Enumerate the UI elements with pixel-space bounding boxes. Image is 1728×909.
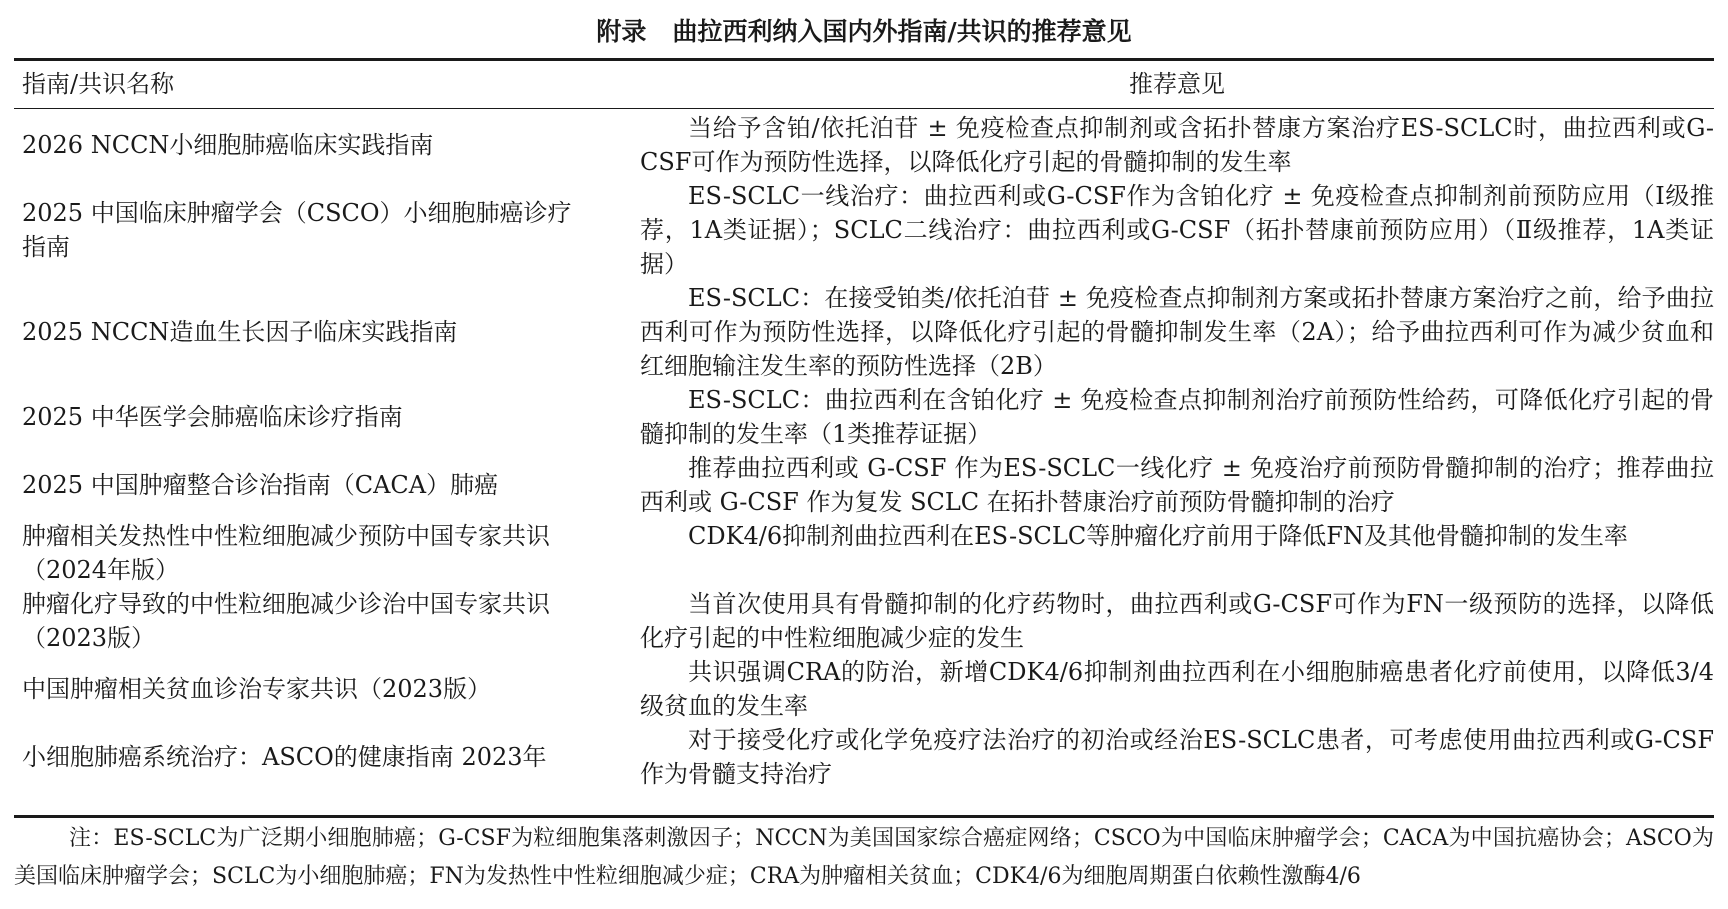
table-row [14, 179, 1714, 281]
guideline-cell: 2025 中国肿瘤整合诊治指南（CACA）肺癌 [22, 471, 499, 499]
table-row [14, 111, 1714, 179]
table-row [14, 655, 1714, 723]
recommendation-cell: ES-SCLC：在接受铂类/依托泊苷 ± 免疫检查点抑制剂方案或拓扑替康方案治疗之前，给予曲拉西利可作为预防性选择，以降低化疗引起的骨髓抑制发生率（2A）；给予曲拉西利可作为减少贫血和红细胞输注发生率的预防性选择（2B） [640, 284, 1714, 380]
table-row [14, 587, 1714, 655]
table-header-rule [14, 108, 1714, 109]
table-row [14, 451, 1714, 519]
table-footnote: 注：ES-SCLC为广泛期小细胞肺癌；G-CSF为粒细胞集落刺激因子；NCCN为美国国家综合癌症网络；CSCO为中国临床肿瘤学会；CACA为中国抗癌协会；ASCO为美国临床肿瘤学会；SCLC为小细胞肺癌；FN为发热性中性粒细胞减少症；CRA为肿瘤相关贫血；CDK4/6为细胞周期蛋白依赖性激酶4/6 [14, 826, 1714, 889]
recommendation-cell: 对于接受化疗或化学免疫疗法治疗的初治或经治ES-SCLC患者，可考虑使用曲拉西利或G-CSF作为骨髓支持治疗 [640, 726, 1714, 788]
guideline-cell: 中国肿瘤相关贫血诊治专家共识（2023版） [22, 675, 492, 703]
table-body [14, 111, 1714, 791]
header-guideline: 指南/共识名称 [22, 70, 175, 98]
recommendation-cell: CDK4/6抑制剂曲拉西利在ES-SCLC等肿瘤化疗前用于降低FN及其他骨髓抑制的发生率 [688, 522, 1628, 550]
recommendation-cell: ES-SCLC：曲拉西利在含铂化疗 ± 免疫检查点抑制剂治疗前预防性给药，可降低化疗引起的骨髓抑制的发生率（1类推荐证据） [640, 386, 1714, 448]
table-header [14, 64, 1714, 104]
recommendation-cell: 当首次使用具有骨髓抑制的化疗药物时，曲拉西利或G-CSF可作为FN一级预防的选择，以降低化疗引起的中性粒细胞减少症的发生 [640, 590, 1714, 652]
table-bottom-rule [14, 815, 1714, 818]
recommendation-cell: 共识强调CRA的防治，新增CDK4/6抑制剂曲拉西利在小细胞肺癌患者化疗前使用，以降低3/4级贫血的发生率 [640, 658, 1714, 720]
guideline-cell: 2025 NCCN造血生长因子临床实践指南 [22, 318, 458, 346]
header-recommendation: 推荐意见 [1129, 70, 1225, 98]
table-row [14, 519, 1714, 587]
recommendation-cell: 当给予含铂/依托泊苷 ± 免疫检查点抑制剂或含拓扑替康方案治疗ES-SCLC时，曲拉西利或G-CSF可作为预防性选择，以降低化疗引起的骨髓抑制的发生率 [640, 114, 1714, 176]
guideline-cell: 2026 NCCN小细胞肺癌临床实践指南 [22, 131, 434, 159]
table-title: 附录 曲拉西利纳入国内外指南/共识的推荐意见 [596, 17, 1132, 46]
guideline-cell: 2025 中华医学会肺癌临床诊疗指南 [22, 403, 403, 431]
recommendation-cell: ES-SCLC一线治疗：曲拉西利或G-CSF作为含铂化疗 ± 免疫检查点抑制剂前预防应用（Ⅰ级推荐，1A类证据）；SCLC二线治疗：曲拉西利或G-CSF（拓扑替康前预防应用）（Ⅱ级推荐，1A类证据） [640, 182, 1714, 278]
guideline-cell: 肿瘤化疗导致的中性粒细胞减少诊治中国专家共识（2023版） [22, 590, 550, 652]
guideline-cell: 肿瘤相关发热性中性粒细胞减少预防中国专家共识（2024年版） [22, 522, 550, 584]
recommendation-cell: 推荐曲拉西利或 G-CSF 作为ES-SCLC一线化疗 ± 免疫治疗前预防骨髓抑制的治疗；推荐曲拉西利或 G-CSF 作为复发 SCLC 在拓扑替康治疗前预防骨髓抑制的治疗 [640, 454, 1714, 516]
table-row [14, 383, 1714, 451]
table-row [14, 281, 1714, 383]
table-row [14, 723, 1714, 791]
guideline-cell: 2025 中国临床肿瘤学会（CSCO）小细胞肺癌诊疗指南 [22, 199, 572, 261]
guideline-cell: 小细胞肺癌系统治疗：ASCO的健康指南 2023年 [22, 743, 547, 771]
table-top-rule [14, 58, 1714, 61]
